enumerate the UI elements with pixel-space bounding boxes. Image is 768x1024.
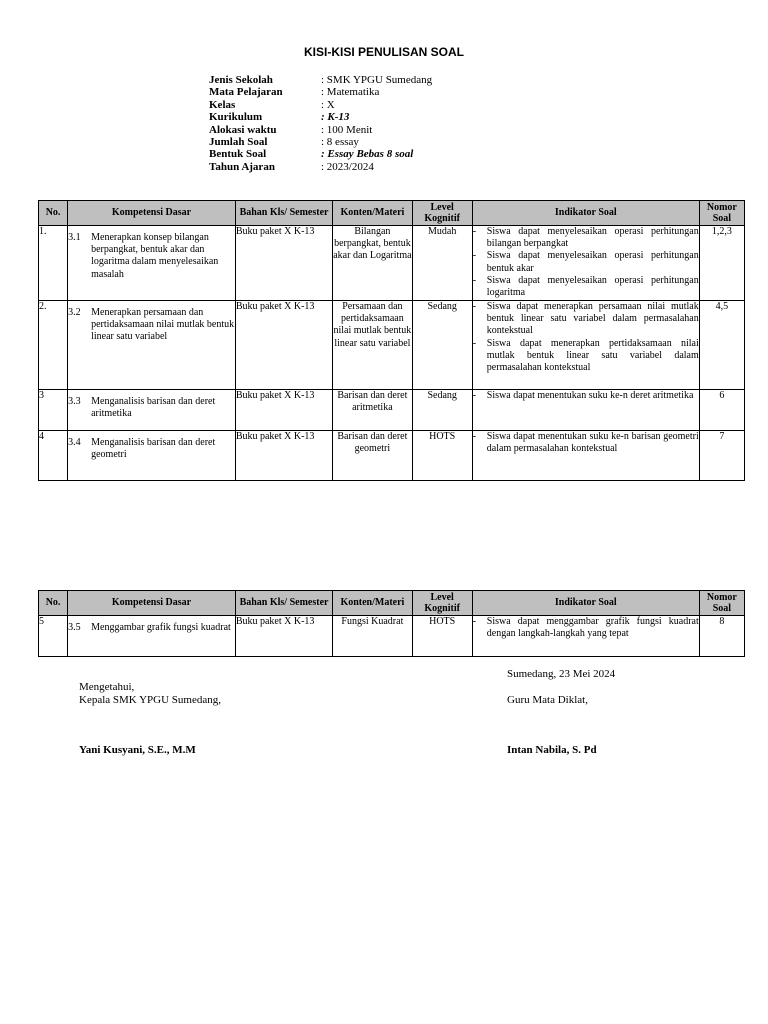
kd-text: Menganalisis barisan dan deret geometri [91,437,216,461]
cell-konten: Persamaan dan pertidaksamaan nilai mutlak bentuk linear satu variabel [333,301,412,390]
info-label: Bentuk Soal [209,148,267,161]
info-value: : Matematika [321,86,380,99]
place-date: Sumedang, 23 Mei 2024 [507,668,616,680]
cell-no: 3 [39,390,68,431]
kisi-table-2 [38,590,745,657]
cell-kompetensi-dasar [68,616,236,657]
cell-konten: Bilangan berpangkat, bentuk akar dan Logaritma [333,226,412,301]
indikator-text: Siswa dapat menyelesaikan operasi perhitungan bentuk akar [486,250,699,274]
cell-indikator [472,301,699,390]
indikator-item [473,431,699,455]
header-no: No. [39,591,68,616]
cell-konten: Fungsi Kuadrat [333,616,412,657]
teacher-role: Guru Mata Diklat, [507,694,588,706]
cell-bahan: Buku paket X K-13 [235,390,332,431]
indikator-item [473,616,699,640]
cell-kompetensi-dasar [68,390,236,431]
cell-no: 2. [39,301,68,390]
header-kompetensi-dasar: Kompetensi Dasar [68,591,236,616]
cell-level: Mudah [412,226,472,301]
dash-bullet: - [472,250,477,262]
header-no: No. [39,201,68,226]
header-level: Level Kognitif [412,591,472,616]
info-label: Kelas [209,98,236,111]
cell-kompetensi-dasar [68,301,236,390]
header-kompetensi-dasar: Kompetensi Dasar [68,201,236,226]
kisi-table-1 [38,200,745,481]
dash-bullet: - [472,431,477,442]
cell-kompetensi-dasar [68,226,236,301]
principal-role: Kepala SMK YPGU Sumedang, [79,694,221,706]
cell-konten: Barisan dan deret aritmetika [333,390,412,431]
kd-number: 3.2 [68,307,81,318]
kd-number: 3.4 [68,437,81,448]
kd-number: 3.3 [68,396,81,407]
table-row [39,616,745,657]
info-row [209,161,432,173]
indikator-text: Siswa dapat menentukan suku ke-n barisan geometri dalam permasalahan kontekstual [486,431,699,455]
cell-nomor: 4,5 [699,301,744,390]
dash-bullet: - [472,226,477,237]
indikator-text: Siswa dapat menyelesaikan operasi perhitungan bilangan berpangkat [486,226,699,250]
kd-text: Menerapkan persamaan dan pertidaksamaan nilai mutlak bentuk linear satu variabel [91,307,235,343]
info-value: : Essay Bebas 8 soal [321,148,414,161]
cell-level: Sedang [412,301,472,390]
info-label: Kurikulum [209,111,263,124]
kd-text: Menganalisis barisan dan deret aritmetika [91,396,216,420]
indikator-item [473,250,699,274]
indikator-item [473,226,699,250]
header-nomor: Nomor Soal [699,591,744,616]
indikator-text: Siswa dapat menerapkan pertidaksamaan nilai mutlak bentuk linear satu variabel dalam permasalahan kontekstual [486,337,699,374]
cell-no: 4 [39,431,68,481]
info-value: : SMK YPGU Sumedang [321,74,433,86]
header-indikator: Indikator Soal [472,591,699,616]
dash-bullet: - [472,616,477,627]
info-value: : X [321,98,335,111]
kd-text: Menerapkan konsep bilangan berpangkat, bentuk akar dan logaritma dalam menyelesaikan masalah [91,232,219,280]
cell-bahan: Buku paket X K-13 [235,226,332,301]
kd-number: 3.1 [68,232,81,243]
cell-kompetensi-dasar [68,431,236,481]
info-row [209,111,432,123]
table-header-row [39,591,745,616]
cell-level: HOTS [412,616,472,657]
table-header-row [39,201,745,226]
info-row [209,148,432,160]
dash-bullet: - [472,301,477,312]
indikator-text: Siswa dapat menentukan suku ke-n deret aritmetika [486,390,694,401]
cell-level: Sedang [412,390,472,431]
cell-no: 5 [39,616,68,657]
indikator-text: Siswa dapat menggambar grafik fungsi kuadrat dengan langkah-langkah yang tepat [486,616,699,640]
header-bahan: Bahan Kls/ Semester [235,591,332,616]
cell-indikator [472,226,699,301]
cell-indikator [472,431,699,481]
indikator-item [473,301,699,338]
info-label: Alokasi waktu [209,123,277,136]
table-row [39,226,745,301]
indikator-item [473,275,699,299]
info-value: : 8 essay [321,136,359,149]
info-value: : 100 Menit [321,123,373,136]
cell-bahan: Buku paket X K-13 [235,616,332,657]
acknowledged-label: Mengetahui, [79,681,135,693]
cell-nomor: 7 [699,431,744,481]
principal-name: Yani Kusyani, S.E., M.M [79,744,196,756]
header-konten: Konten/Materi [333,591,412,616]
document-title: KISI-KISI PENULISAN SOAL [303,45,464,59]
header-nomor: Nomor Soal [699,201,744,226]
dash-bullet: - [472,337,477,349]
dash-bullet: - [472,390,477,401]
cell-no: 1. [39,226,68,301]
info-row [209,136,432,148]
identity-block [209,74,432,173]
cell-bahan: Buku paket X K-13 [235,431,332,481]
cell-indikator [472,390,699,431]
kd-number: 3.5 [68,622,81,633]
info-label: Mata Pelajaran [209,86,283,99]
cell-indikator [472,616,699,657]
cell-nomor: 8 [699,616,744,657]
indikator-item [473,338,699,375]
header-indikator: Indikator Soal [472,201,699,226]
info-label: Tahun Ajaran [209,160,275,173]
table-row [39,431,745,481]
table-row [39,301,745,390]
header-bahan: Bahan Kls/ Semester [235,201,332,226]
dash-bullet: - [472,274,477,286]
info-row [209,74,432,86]
cell-konten: Barisan dan deret geometri [333,431,412,481]
kd-text: Menggambar grafik fungsi kuadrat [91,622,231,633]
info-row [209,124,432,136]
indikator-text: Siswa dapat menerapkan persamaan nilai mutlak bentuk linear satu variabel dalam permasalahan kontekstual [486,301,699,337]
info-label: Jumlah Soal [209,136,268,149]
teacher-name: Intan Nabila, S. Pd [507,744,597,756]
cell-level: HOTS [412,431,472,481]
cell-nomor: 1,2,3 [699,226,744,301]
cell-nomor: 6 [699,390,744,431]
indikator-text: Siswa dapat menyelesaikan operasi perhitungan logaritma [486,274,699,299]
info-row [209,99,432,111]
cell-bahan: Buku paket X K-13 [235,301,332,390]
indikator-item [473,390,699,402]
table-row [39,390,745,431]
header-konten: Konten/Materi [333,201,412,226]
info-value: : K-13 [321,111,350,124]
info-label: Jenis Sekolah [209,74,273,86]
header-level: Level Kognitif [412,201,472,226]
info-value: : 2023/2024 [321,160,374,173]
info-row [209,86,432,98]
